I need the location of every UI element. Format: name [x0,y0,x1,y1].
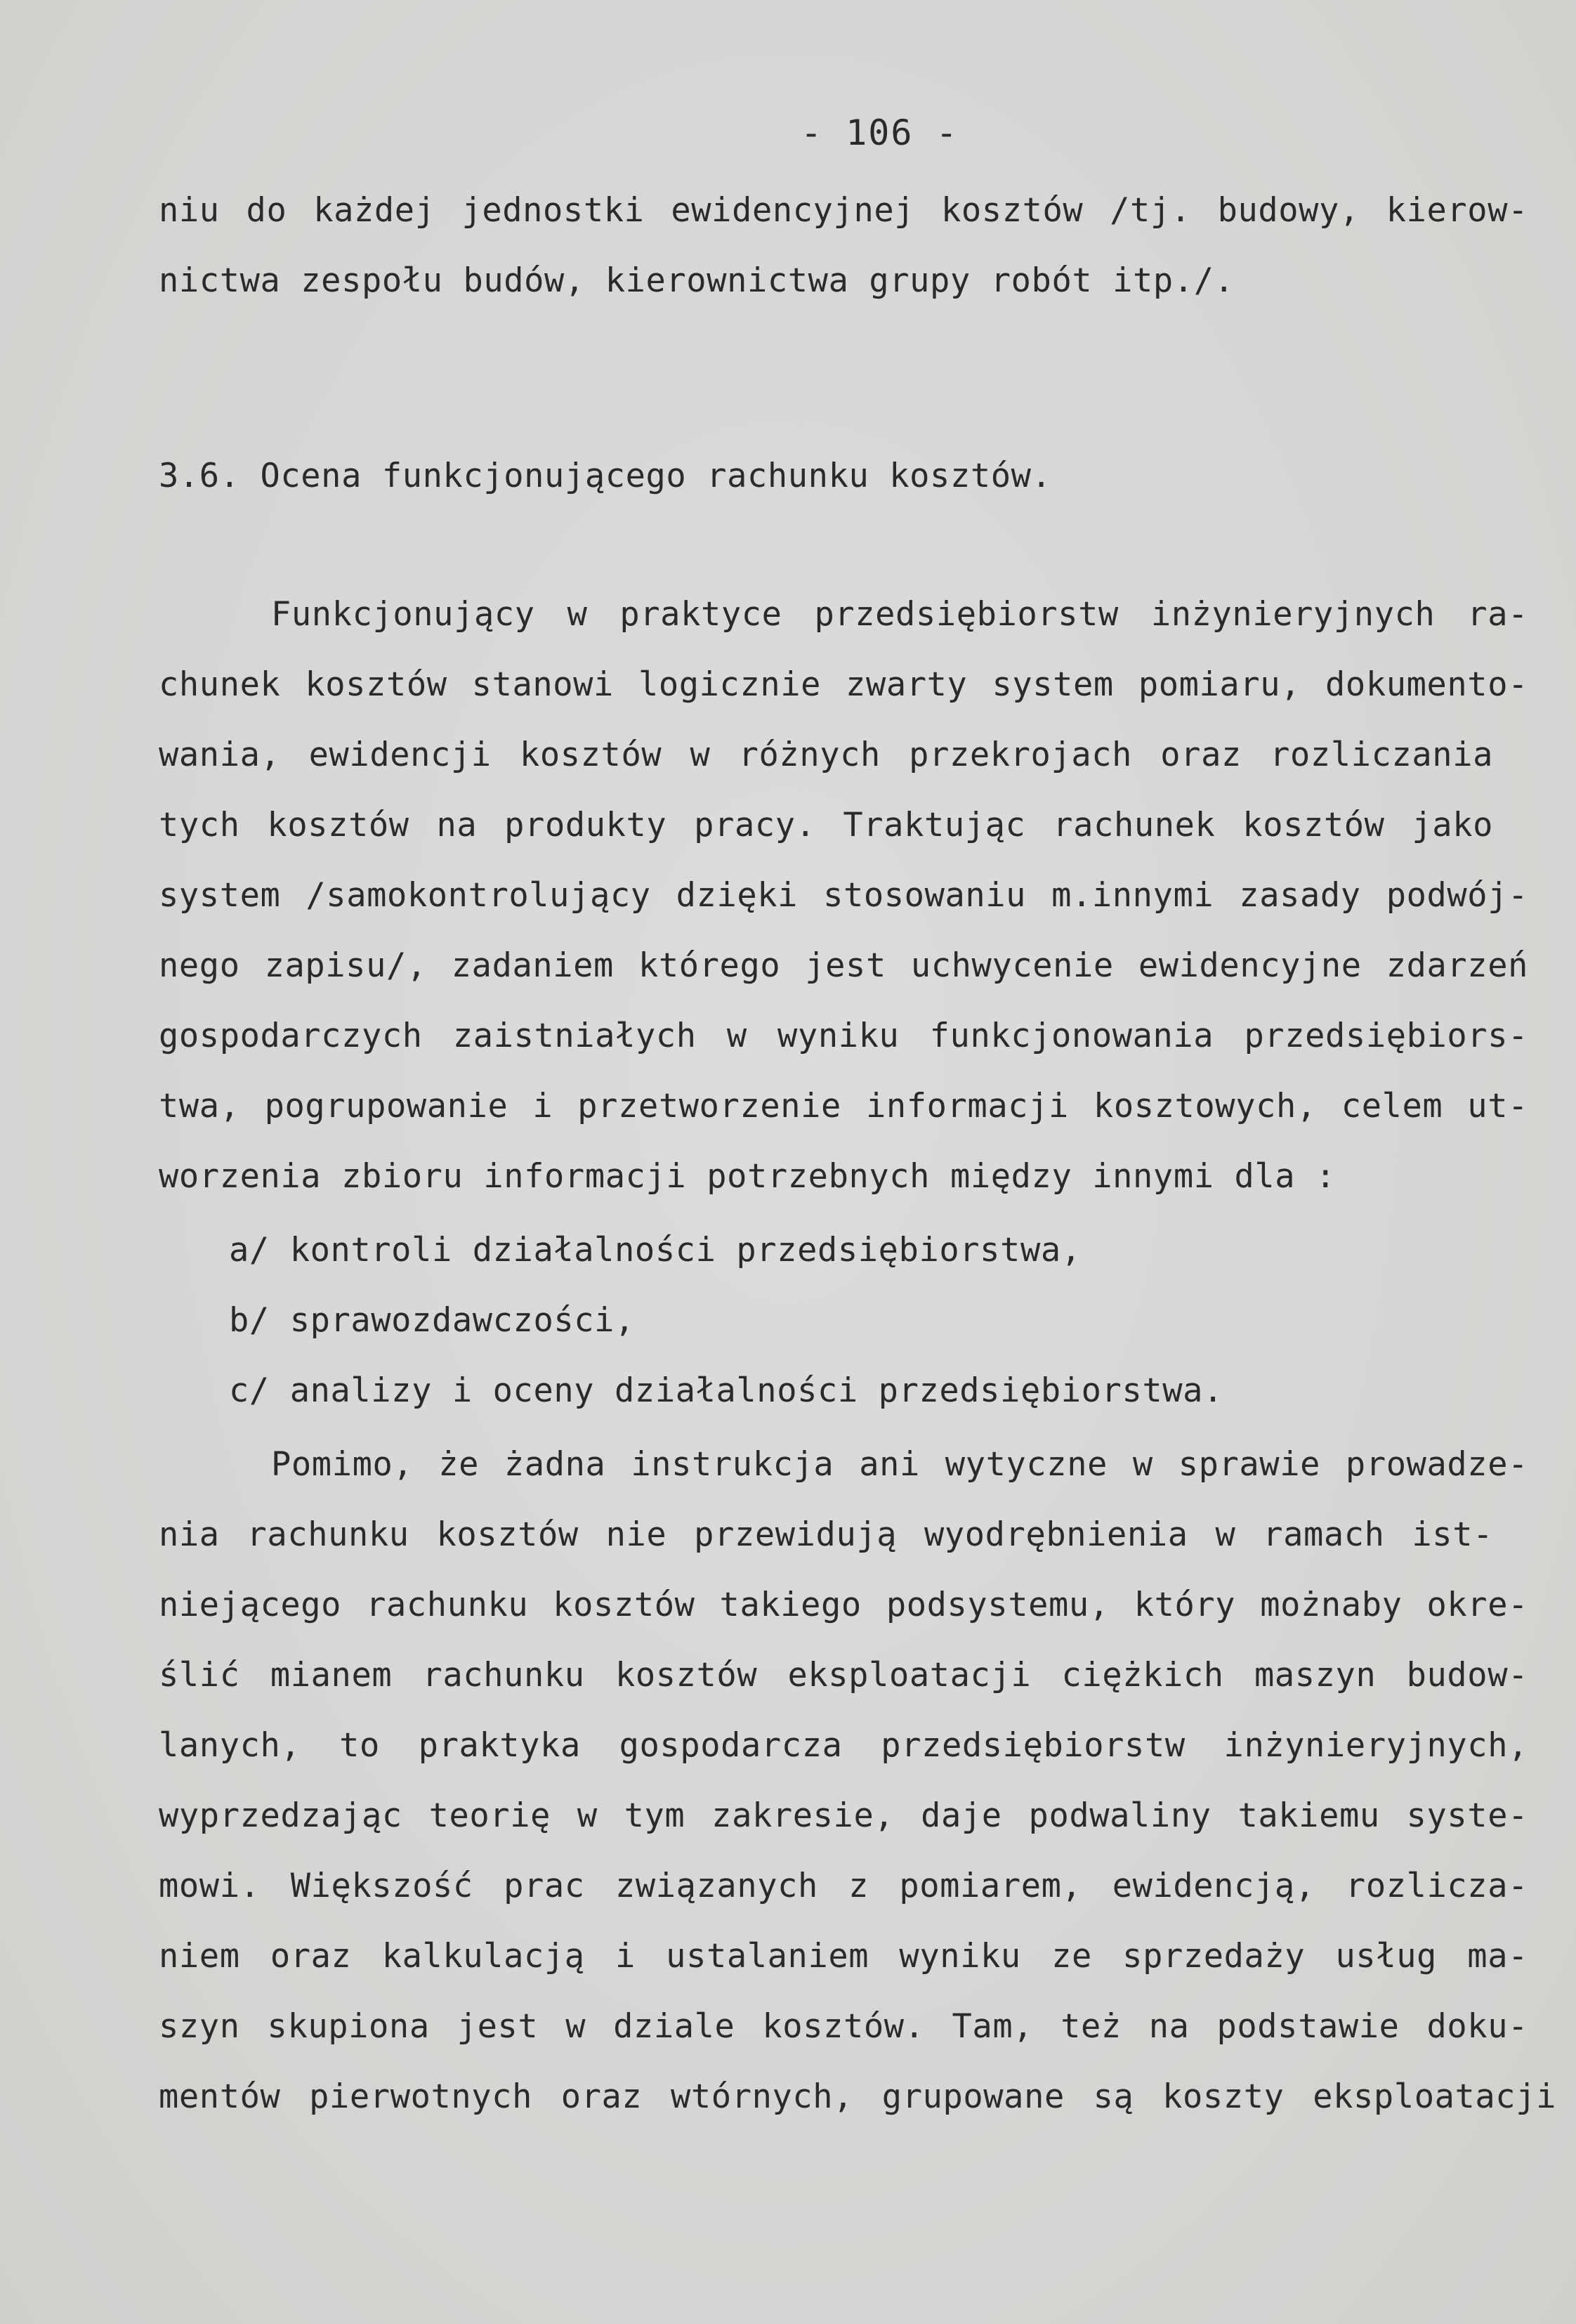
intro-line: nictwa zespołu budów, kierownictwa grupy robót itp./. [159,261,1235,300]
paragraph-line: tych kosztów na produkty pracy. Traktując rachunek kosztów jako [159,806,1493,844]
paragraph-line: twa, pogrupowanie i przetworzenie informacji kosztowych, celem ut- [159,1087,1528,1125]
list-item: c/ analizy i oceny działalności przedsiębiorstwa. [229,1371,1223,1410]
page-number: - 106 - [801,112,959,153]
paragraph-line: Pomimo, że żadna instrukcja ani wytyczne w sprawie prowadze- [271,1445,1528,1484]
paragraph-line: gospodarczych zaistniałych w wyniku funkcjonowania przedsiębiors- [159,1017,1528,1055]
paragraph-line: wania, ewidencji kosztów w różnych przekrojach oraz rozliczania [159,736,1493,774]
intro-line: niu do każdej jednostki ewidencyjnej kosztów /tj. budowy, kierow- [159,191,1528,230]
paragraph-line: mowi. Większość prac związanych z pomiarem, ewidencją, rozlicza- [159,1867,1528,1905]
list-item: b/ sprawozdawczości, [229,1301,635,1340]
paragraph-line: system /samokontrolujący dzięki stosowaniu m.innymi zasady podwój- [159,876,1528,915]
paragraph-line: niem oraz kalkulacją i ustalaniem wyniku ze sprzedaży usług ma- [159,1937,1528,1976]
paragraph-line: szyn skupiona jest w dziale kosztów. Tam, też na podstawie doku- [159,2007,1528,2046]
paragraph-line: niejącego rachunku kosztów takiego podsystemu, który możnaby okre- [159,1586,1528,1624]
paragraph-line: mentów pierwotnych oraz wtórnych, grupowane są koszty eksploatacji [159,2077,1556,2116]
list-item: a/ kontroli działalności przedsiębiorstwa, [229,1231,1082,1269]
paragraph-line: wyprzedzając teorię w tym zakresie, daje podwaliny takiemu syste- [159,1796,1528,1835]
paragraph-line: worzenia zbioru informacji potrzebnych między innymi dla : [159,1157,1336,1196]
paragraph-line: nia rachunku kosztów nie przewidują wyodrębnienia w ramach ist- [159,1515,1493,1554]
paragraph-line: lanych, to praktyka gospodarcza przedsiębiorstw inżynieryjnych, [159,1726,1528,1765]
paragraph-line: ślić mianem rachunku kosztów eksploatacji ciężkich maszyn budow- [159,1656,1528,1695]
paragraph-line: Funkcjonujący w praktyce przedsiębiorstw inżynieryjnych ra- [271,595,1528,634]
paragraph-line: chunek kosztów stanowi logicznie zwarty system pomiaru, dokumento- [159,665,1528,704]
paragraph-line: nego zapisu/, zadaniem którego jest uchwycenie ewidencyjne zdarzeń [159,946,1528,985]
section-heading: 3.6. Ocena funkcjonującego rachunku kosztów. [159,457,1052,495]
